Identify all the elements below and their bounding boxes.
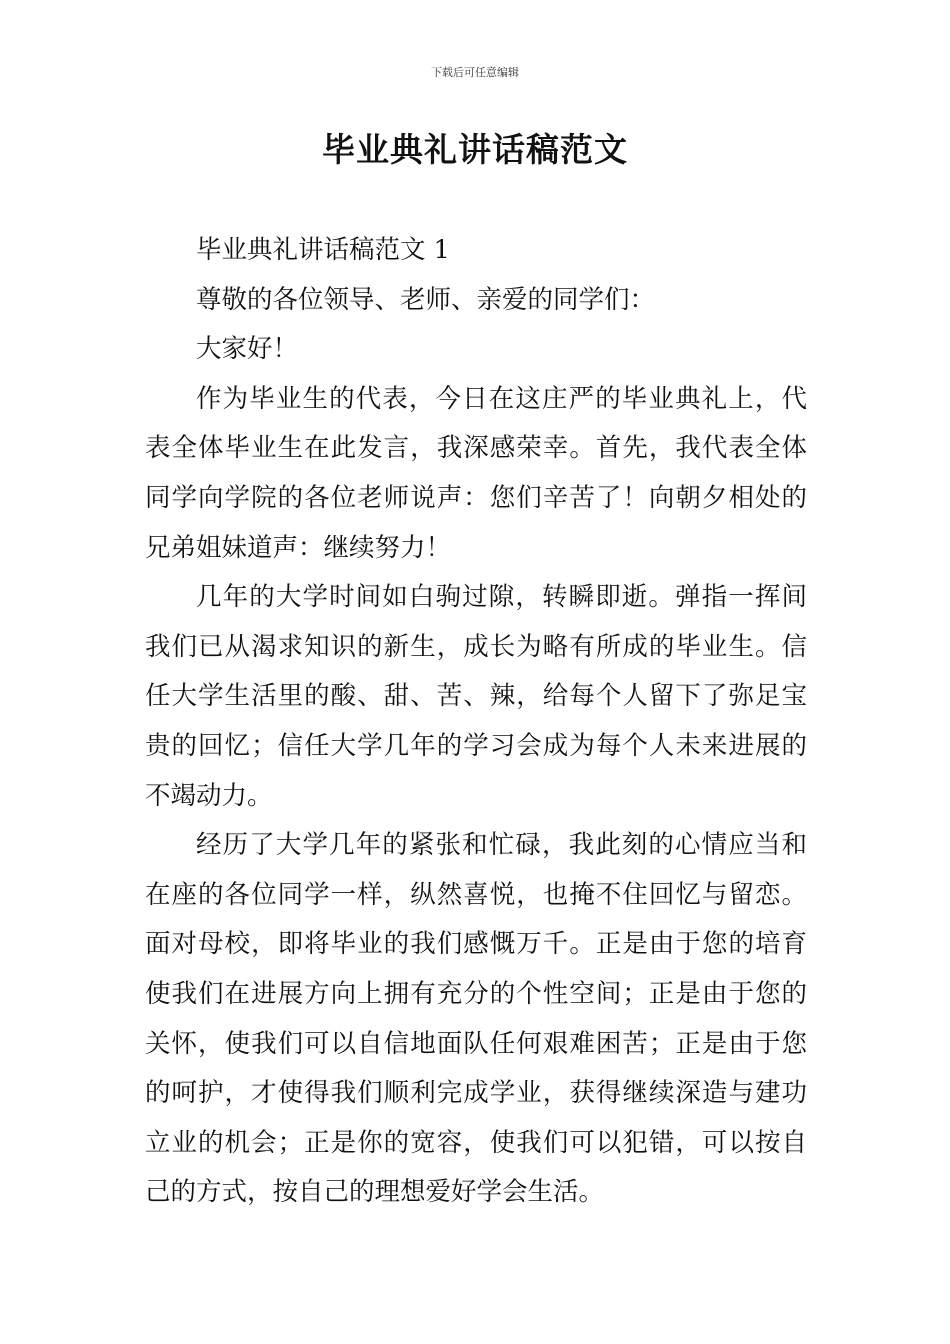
document-title: 毕业典礼讲话稿范文 xyxy=(322,130,628,169)
paragraph-greeting: 大家好！ xyxy=(196,334,299,365)
paragraph-subtitle: 毕业典礼讲话稿范文 1 xyxy=(196,235,450,265)
document-body xyxy=(145,226,807,1218)
paragraph-salutation: 尊敬的各位领导、老师、亲爱的同学们： xyxy=(196,284,656,315)
paragraph-body-1: 作为毕业生的代表，今日在这庄严的毕业典礼上，代表全体毕业生在此发言，我深感荣幸。首先，我代表全体同学向学院的各位老师说声：您们辛苦了！向朝夕相处的兄弟姐妹道声：继续努力！ xyxy=(145,383,807,563)
paragraph-body-2: 几年的大学时间如白驹过隙，转瞬即逝。弹指一挥间我们已从渴求知识的新生，成长为略有所成的毕业生。信任大学生活里的酸、甜、苦、辣，给每个人留下了弥足宝贵的回忆；信任大学几年的学习会成为每个人未来进展的不竭动力。 xyxy=(145,582,807,811)
header-note: 下载后可任意编辑 xyxy=(431,66,519,79)
paragraph-body-3: 经历了大学几年的紧张和忙碌，我此刻的心情应当和在座的各位同学一样，纵然喜悦，也掩不住回忆与留恋。面对母校，即将毕业的我们感慨万千。正是由于您的培育使我们在进展方向上拥有充分的个性空间；正是由于您的关怀，使我们可以自信地面队任何艰难困苦；正是由于您的呵护，才使得我们顺利完成学业，获得继续深造与建功立业的机会；正是你的宽容，使我们可以犯错，可以按自己的方式，按自己的理想爱好学会生活。 xyxy=(145,830,807,1208)
